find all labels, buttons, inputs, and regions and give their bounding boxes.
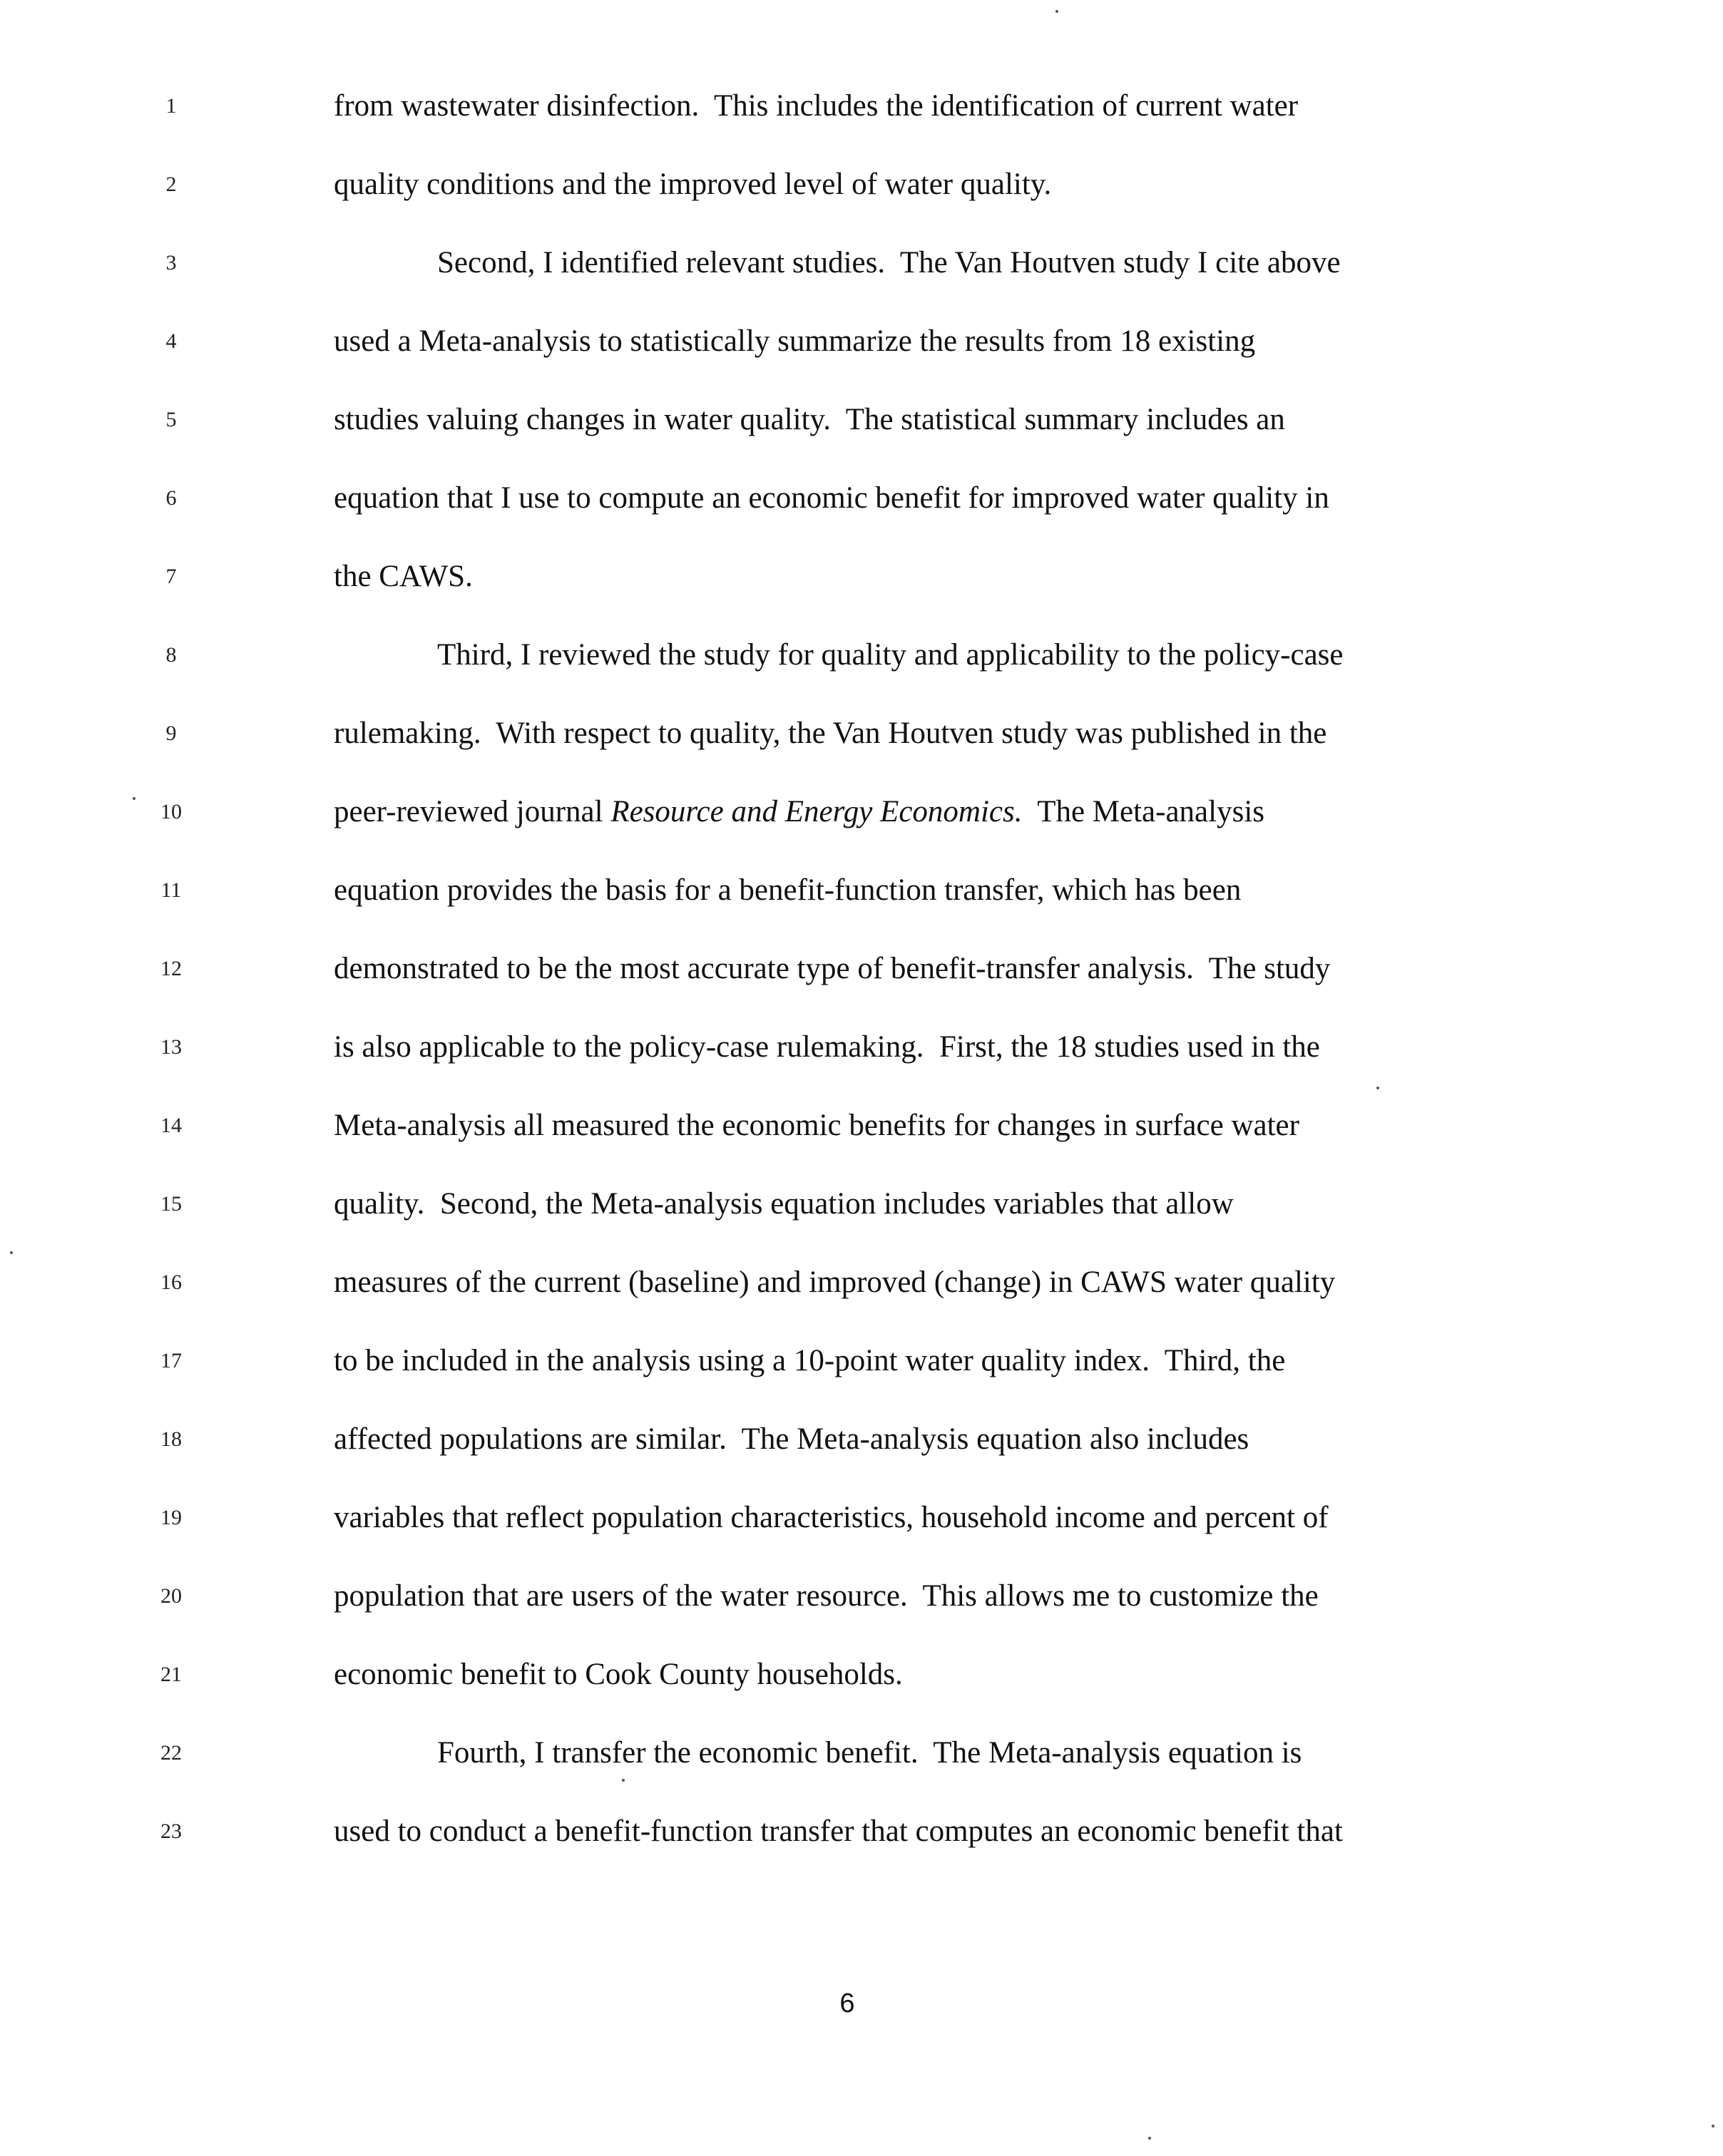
line-number: 23 [160,1819,182,1843]
line-text: is also applicable to the policy-case rulemaking. First, the 18 studies used in the [334,1030,1320,1064]
line-text: used to conduct a benefit-function transfer that computes an economic benefit that [334,1814,1343,1848]
line-number: 1 [165,94,177,118]
line-number: 8 [165,643,177,667]
page-number: 6 [839,1988,855,2018]
line-number: 12 [160,957,182,980]
line-text [334,792,1264,832]
line-text: Fourth, I transfer the economic benefit. The Meta-analysis equation is [437,1736,1302,1770]
line-number: 9 [165,722,177,745]
line-number: 17 [160,1349,182,1372]
line-14 [0,1099,1723,1177]
line-21 [0,1648,1723,1726]
line-number: 2 [165,173,177,196]
line-10 [0,785,1723,863]
scan-speck [133,797,136,800]
line-text: measures of the current (baseline) and improved (change) in CAWS water quality [334,1266,1336,1299]
line-number: 3 [165,251,177,274]
line-15 [0,1177,1723,1256]
line-7 [0,550,1723,628]
line-text: population that are users of the water resource. This allows me to customize the [334,1579,1319,1613]
line-12 [0,942,1723,1020]
line-text: used a Meta-analysis to statistically summarize the results from 18 existing [334,324,1256,358]
line-8 [0,628,1723,707]
line-text: Meta-analysis all measured the economic benefits for changes in surface water [334,1109,1299,1142]
line-17 [0,1334,1723,1412]
line-number: 20 [160,1584,182,1608]
line-number: 5 [165,408,177,431]
line-text: from wastewater disinfection. This includes the identification of current water [334,89,1299,123]
line-11 [0,863,1723,942]
line-number: 18 [160,1427,182,1451]
line-text: quality. Second, the Meta-analysis equation includes variables that allow [334,1187,1234,1221]
journal-title: Resource and Energy Economics. [610,795,1023,828]
line-text: variables that reflect population characteristics, household income and percent of [334,1501,1329,1534]
line-number: 7 [165,565,177,588]
line-text: economic benefit to Cook County households. [334,1658,903,1691]
line-1 [0,79,1723,158]
line-text: quality conditions and the improved level of water quality. [334,168,1052,201]
line-number: 4 [165,329,177,353]
line-text: Second, I identified relevant studies. The Van Houtven study I cite above [437,246,1341,279]
line-number: 6 [165,486,177,510]
line-23 [0,1805,1723,1883]
line-9 [0,707,1723,785]
line-20 [0,1569,1723,1648]
line-number: 13 [160,1035,182,1059]
scan-speck [1712,2125,1714,2127]
line-text: equation that I use to compute an economic benefit for improved water quality in [334,481,1329,515]
line-number: 21 [160,1663,182,1686]
line-22 [0,1726,1723,1805]
line-number: 22 [160,1741,182,1765]
scan-speck [622,1779,625,1782]
line-18 [0,1412,1723,1491]
line-3 [0,236,1723,314]
line-number: 15 [160,1192,182,1216]
line-13 [0,1020,1723,1099]
line-text: Third, I reviewed the study for quality and applicability to the policy-case [437,638,1344,672]
line-5 [0,393,1723,471]
scan-speck [1148,2137,1151,2140]
line-number: 14 [160,1114,182,1137]
line-number: 19 [160,1506,182,1529]
line-text: affected populations are similar. The Meta-analysis equation also includes [334,1422,1249,1456]
line-number: 10 [160,800,182,823]
scan-speck [1055,10,1058,13]
line-text: equation provides the basis for a benefit-function transfer, which has been [334,873,1242,907]
line-2 [0,158,1723,236]
line-text: to be included in the analysis using a 10-point water quality index. Third, the [334,1344,1286,1377]
line-text: demonstrated to be the most accurate type of benefit-transfer analysis. The study [334,952,1331,985]
text-regular: The Meta-analysis [1022,795,1264,828]
line-number: 11 [160,878,182,902]
line-text: the CAWS. [334,560,473,593]
text-regular: peer-reviewed journal [334,795,611,828]
line-text: rulemaking. With respect to quality, the Van Houtven study was published in the [334,717,1327,750]
line-19 [0,1491,1723,1569]
line-16 [0,1256,1723,1334]
line-4 [0,314,1723,393]
line-6 [0,471,1723,550]
scan-speck [10,1251,13,1254]
line-text: studies valuing changes in water quality. The statistical summary includes an [334,403,1285,436]
line-number: 16 [160,1270,182,1294]
scan-speck [1376,1087,1379,1089]
